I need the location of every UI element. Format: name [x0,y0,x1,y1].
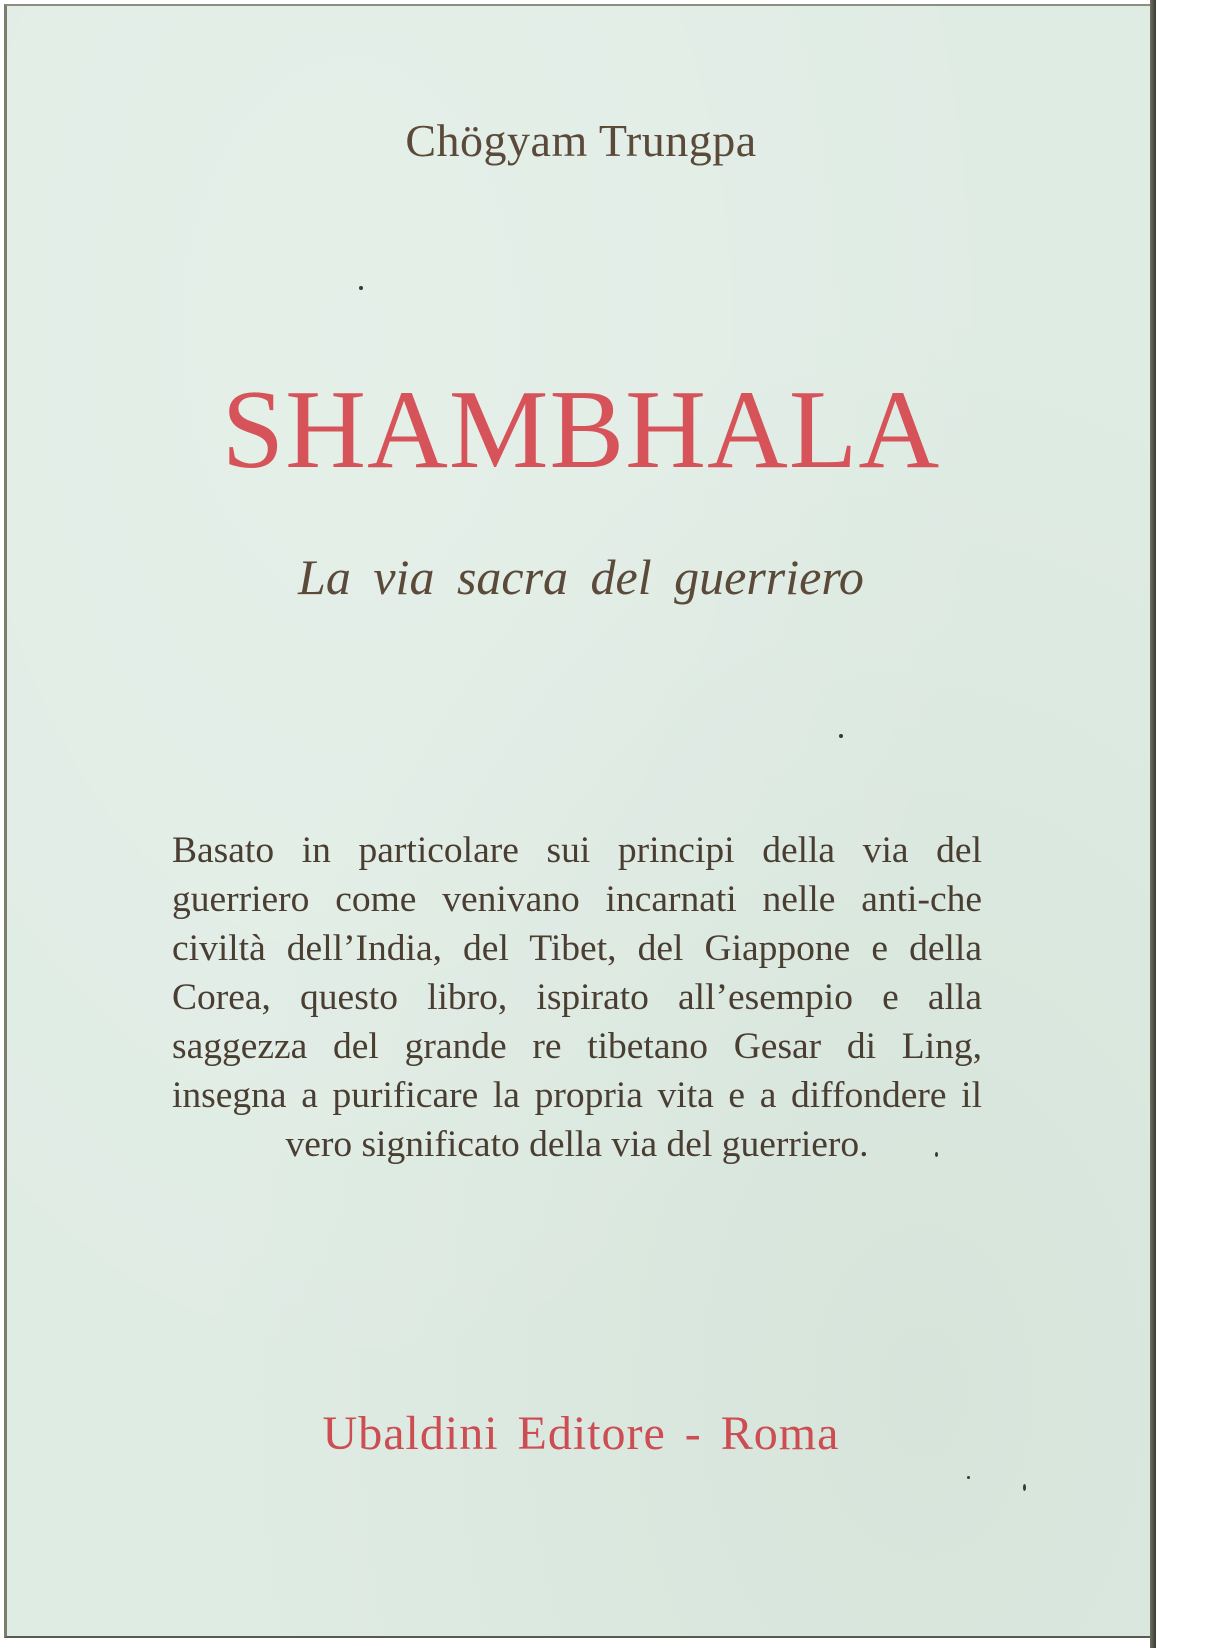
author-name: Chögyam Trungpa [405,115,757,166]
book-title: SHAMBHALA [221,368,941,492]
paper-speck [935,1152,938,1157]
cover-edge [1150,0,1156,1648]
paper-speck [1023,1484,1026,1491]
book-cover [4,4,1152,1638]
paper-speck [967,1476,970,1479]
paper-speck [359,286,363,290]
paper-speck [839,734,843,738]
publisher-imprint: Ubaldini Editore - Roma [322,1407,840,1460]
book-subtitle: La via sacra del guerriero [298,549,864,605]
cover-blurb: Basato in particolare sui principi della via del guerriero come venivano incarnati nelle anti-che civiltà dell’India, del Tibet, del Giappone e della Corea, questo libro, ispirato all’esempio e alla saggezza del grande re tibetano Gesar di Ling, insegna a purificare la propria vita e a diffondere il vero significato della via del guerriero. [172,830,982,1165]
